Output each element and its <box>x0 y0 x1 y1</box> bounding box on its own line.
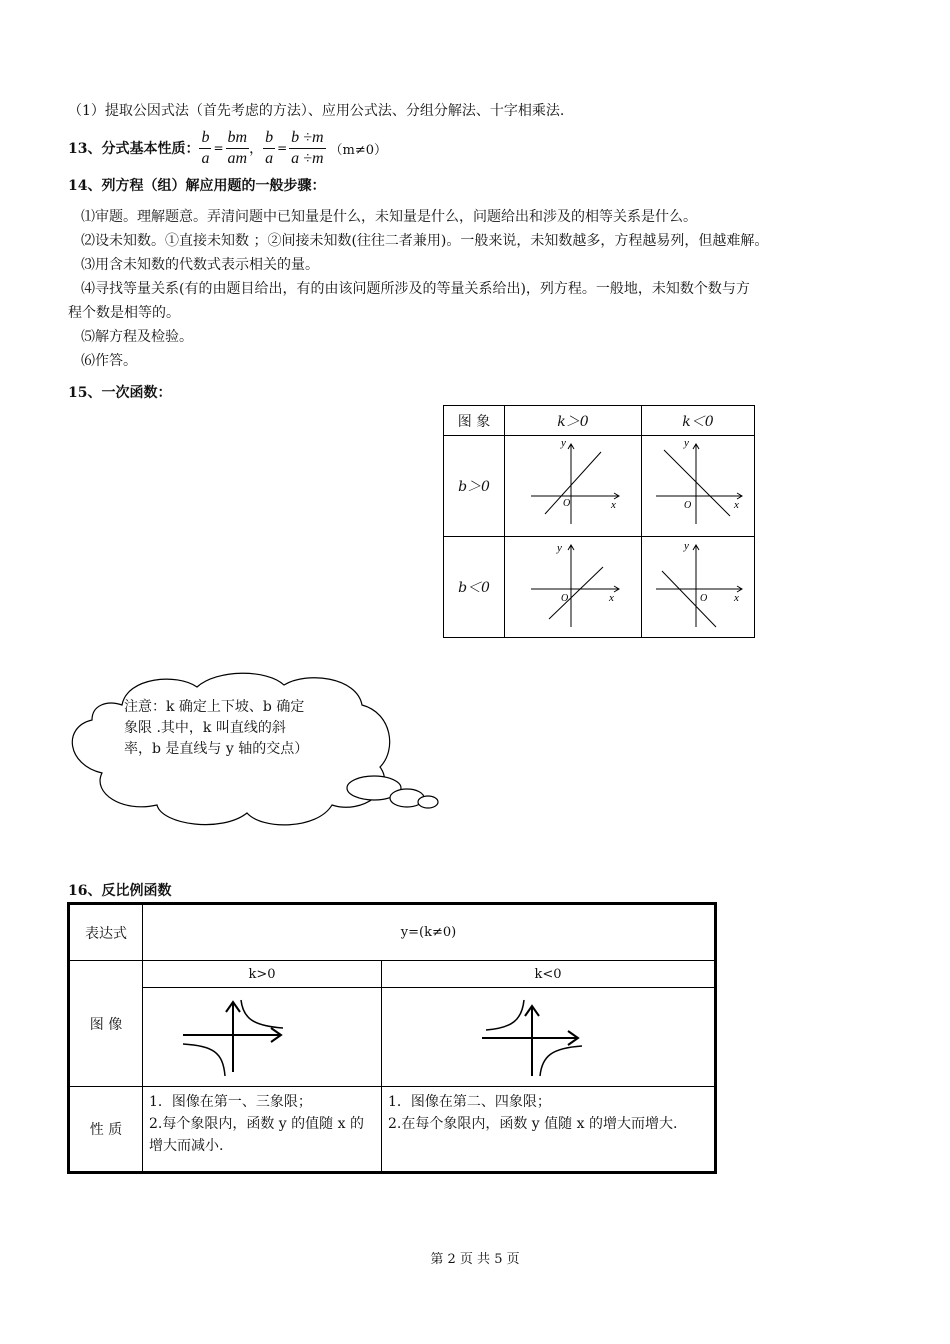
factor-methods: （1）提取公因式法（首先考虑的方法）、应用公式法、分组分解法、十字相乘法. <box>68 103 565 119</box>
header-k-pos: k>0 <box>143 961 382 988</box>
item16-title: 16、反比例函数 <box>68 883 172 899</box>
hyperbola-kpos-cell <box>143 988 382 1087</box>
svg-text:x: x <box>609 592 614 604</box>
svg-text:x: x <box>734 499 739 511</box>
linear-function-table <box>443 405 755 638</box>
svg-text:O: O <box>684 500 692 511</box>
step-4-cont: 程个数是相等的。 <box>68 305 180 321</box>
step-6: ⑹作答。 <box>81 353 137 369</box>
svg-text:O: O <box>563 498 571 509</box>
svg-text:y: y <box>684 437 689 449</box>
label-properties: 性 质 <box>69 1087 143 1173</box>
row-b-neg: b＜0 <box>444 537 505 638</box>
step-4: ⑷寻找等量关系(有的由题目给出，有的由该问题所涉及的等量关系给出)，列方程。一般地，未知数个数与方 <box>81 281 750 297</box>
item13-title: 13、分式基本性质： <box>68 141 200 157</box>
item15-title: 15、一次函数： <box>68 385 172 401</box>
label-expression: 表达式 <box>69 904 143 961</box>
hyperbola-kneg-cell <box>382 988 716 1087</box>
header-k-pos: k＞0 <box>505 406 642 436</box>
header-k-neg: k<0 <box>382 961 716 988</box>
cloud-note: 注意：k 确定上下坡、b 确定象限 .其中，k 叫直线的斜率，b 是直线与 y 轴的交点） <box>124 699 309 757</box>
linear-graph-icon <box>642 537 754 633</box>
graph-kneg-bneg <box>642 537 755 638</box>
step-1: ⑴审题。理解题意。弄清问题中已知量是什么，未知量是什么，问题给出和涉及的相等关系是什么。 <box>81 209 697 225</box>
item14-title: 14、列方程（组）解应用题的一般步骤： <box>68 178 326 194</box>
graph-kneg-bpos <box>642 436 755 537</box>
fraction-condition: （m≠0） <box>329 142 388 158</box>
linear-graph-icon <box>505 436 641 532</box>
fraction-b-a: $\frac{b}{a}$ <box>201 128 210 167</box>
header-k-neg: k＜0 <box>642 406 755 436</box>
prop-kpos-2: 2.每个象限内，函数 y 的值随 x 的增大而减小. <box>149 1116 364 1154</box>
step-5: ⑸解方程及检验。 <box>81 329 193 345</box>
prop-kneg-1: 1．图像在第二、四象限； <box>388 1094 551 1110</box>
properties-kneg <box>382 1087 716 1173</box>
inverse-function-table <box>67 902 717 1174</box>
properties-kpos <box>143 1087 382 1173</box>
fraction-div-m: $\frac{b \div m}{a \div m}$ <box>291 128 324 167</box>
prop-kneg-2: 2.在每个象限内，函数 y 值随 x 的增大而增大. <box>388 1116 678 1132</box>
hyperbola-graph-icon <box>143 988 381 1082</box>
label-graph: 图 像 <box>69 961 143 1087</box>
expression-value: y=(k≠0) <box>143 904 716 961</box>
svg-text:O: O <box>700 593 708 604</box>
svg-text:y: y <box>557 542 562 554</box>
hyperbola-graph-icon <box>382 988 714 1082</box>
linear-graph-icon <box>505 537 641 633</box>
graph-kpos-bpos <box>505 436 642 537</box>
item13-line: 13、分式基本性质： $\frac{b}{a}$ = $\frac{bm}{am}$ ， $\frac{b}{a}$ = $\frac{b \div m}{a \div m}$ （m≠0） <box>68 128 388 167</box>
linear-graph-icon <box>642 436 754 532</box>
prop-kpos-1: 1．图像在第一、三象限； <box>149 1094 312 1110</box>
svg-text:y: y <box>684 540 689 552</box>
svg-text:O: O <box>561 593 569 604</box>
item14-steps <box>68 205 890 373</box>
step-2: ⑵设未知数。①直接未知数 ；②间接未知数(往往二者兼用)。一般来说，未知数越多，方程越易列，但越难解。 <box>81 233 769 249</box>
svg-text:x: x <box>734 592 739 604</box>
svg-text:y: y <box>561 437 566 449</box>
svg-text:x: x <box>611 499 616 511</box>
fraction-bm-am: $\frac{bm}{am}$ <box>227 128 248 167</box>
header-graph: 图 象 <box>444 406 505 436</box>
page-footer: 第 2 页 共 5 页 <box>430 1252 520 1267</box>
graph-kpos-bneg <box>505 537 642 638</box>
fraction-b-a-2: $\frac{b}{a}$ <box>265 128 274 167</box>
comma: ， <box>249 141 264 157</box>
step-3: ⑶用含未知数的代数式表示相关的量。 <box>81 257 319 273</box>
row-b-pos: b＞0 <box>444 436 505 537</box>
